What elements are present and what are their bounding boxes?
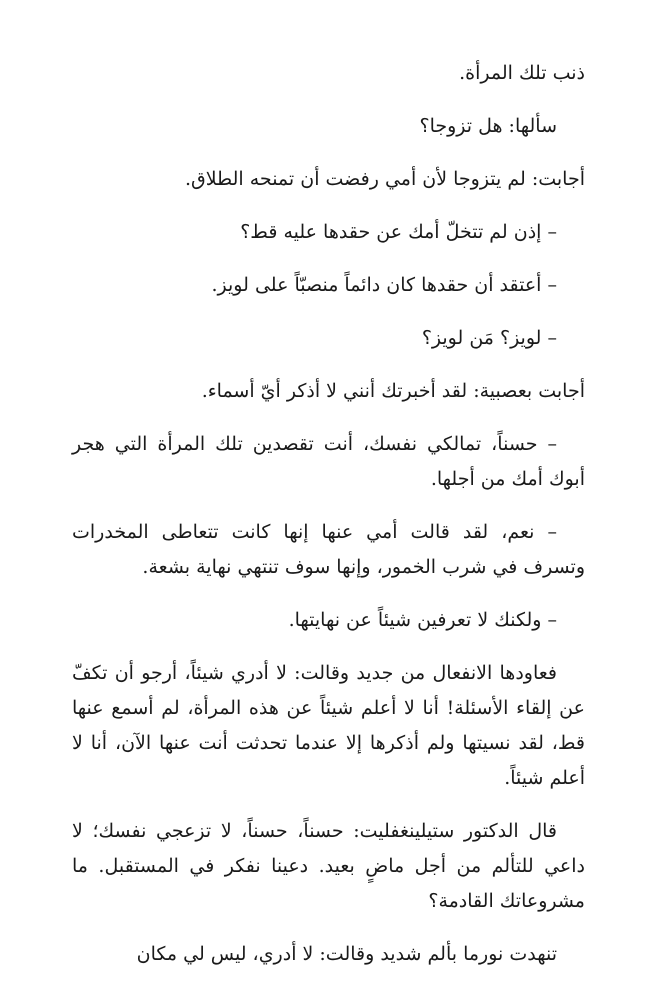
paragraph-6: – لويز؟ مَن لويز؟: [421, 327, 557, 349]
paragraph-10: – ولكنك لا تعرفين شيئاً عن نهايتها.: [288, 609, 557, 631]
paragraph-13: تنهدت نورما بألم شديد وقالت: لا أدري، ليس لي مكان: [136, 943, 557, 965]
paragraph-2: سألها: هل تزوجا؟: [419, 115, 557, 137]
book-page: [72, 56, 585, 1000]
paragraph-7: أجابت بعصبية: لقد أخبرتك أنني لا أذكر أيّ أسماء.: [201, 380, 585, 402]
paragraph-9: – نعم، لقد قالت أمي عنها إنها كانت تتعاطى المخدرات وتسرف في شرب الخمور، وإنها سوف تنتهي نهاية بشعة.: [72, 521, 585, 578]
paragraph-8: – حسناً، تمالكي نفسك، أنت تقصدين تلك المرأة التي هجر أبوك أمك من أجلها.: [72, 433, 585, 490]
paragraph-4: – إذن لم تتخلّ أمك عن حقدها عليه قط؟: [240, 221, 557, 243]
paragraph-12: قال الدكتور ستيلينغفليت: حسناً، حسناً، لا تزعجي نفسك؛ لا داعي للتألم من أجل ماضٍ بعيد. دعينا نفكر في المستقبل. ما مشروعاتك القادمة؟: [72, 820, 585, 912]
paragraph-1: ذنب تلك المرأة.: [459, 62, 585, 84]
paragraph-11: فعاودها الانفعال من جديد وقالت: لا أدري شيئاً، أرجو أن تكفّ عن إلقاء الأسئلة! أنا لا أعلم شيئاً عن هذه المرأة، لم أسمع عنها قط، لقد نسيتها ولم أذكرها إلا عندما تحدثت أنت عنها الآن، أنا لا أعلم شيئاً.: [72, 662, 585, 789]
paragraph-3: أجابت: لم يتزوجا لأن أمي رفضت أن تمنحه الطلاق.: [184, 168, 585, 190]
paragraph-5: – أعتقد أن حقدها كان دائماً منصبّاً على لويز.: [211, 274, 557, 296]
